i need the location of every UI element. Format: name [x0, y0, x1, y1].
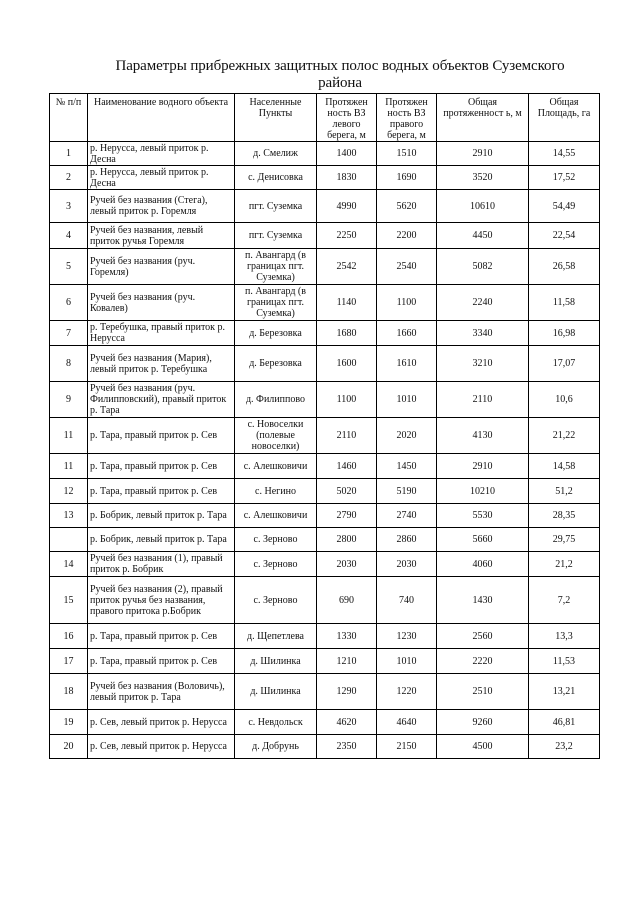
total-length: 10610	[437, 190, 529, 223]
water-object-name: Ручей без названия (Стега), левый приток р. Горемля	[88, 190, 235, 223]
settlement: с. Новоселки (полевые новоселки)	[235, 418, 317, 454]
right-bank-length: 2150	[377, 735, 437, 759]
total-area: 26,58	[529, 249, 600, 285]
settlement: д. Березовка	[235, 346, 317, 382]
table-row	[50, 504, 600, 528]
row-number: 15	[50, 577, 88, 624]
left-bank-length: 1330	[317, 624, 377, 649]
settlement: с. Невдольск	[235, 710, 317, 735]
header-total-length: Общая протяженност ь, м	[437, 94, 529, 142]
left-bank-length: 1140	[317, 285, 377, 321]
water-object-name: р. Теребушка, правый приток р. Нерусса	[88, 321, 235, 346]
settlement: с. Зерново	[235, 528, 317, 552]
header-water-object: Наименование водного объекта	[88, 94, 235, 142]
total-length: 9260	[437, 710, 529, 735]
row-number: 7	[50, 321, 88, 346]
total-length: 10210	[437, 479, 529, 504]
total-area: 13,3	[529, 624, 600, 649]
total-length: 5082	[437, 249, 529, 285]
table-row	[50, 382, 600, 418]
left-bank-length: 1100	[317, 382, 377, 418]
right-bank-length: 1220	[377, 674, 437, 710]
right-bank-length: 2860	[377, 528, 437, 552]
water-object-name: р. Сев, левый приток р. Нерусса	[88, 710, 235, 735]
left-bank-length: 4620	[317, 710, 377, 735]
total-length: 4500	[437, 735, 529, 759]
total-area: 7,2	[529, 577, 600, 624]
left-bank-length: 1400	[317, 142, 377, 166]
water-object-name: Ручей без названия (Воловичь), левый приток р. Тара	[88, 674, 235, 710]
settlement: д. Березовка	[235, 321, 317, 346]
total-length: 2510	[437, 674, 529, 710]
row-number: 18	[50, 674, 88, 710]
row-number: 4	[50, 223, 88, 249]
total-area: 11,53	[529, 649, 600, 674]
title-line-1: Параметры прибрежных защитных полос водных объектов Суземского	[115, 58, 565, 74]
total-area: 17,52	[529, 166, 600, 190]
right-bank-length: 1660	[377, 321, 437, 346]
total-length: 2110	[437, 382, 529, 418]
total-area: 51,2	[529, 479, 600, 504]
total-area: 22,54	[529, 223, 600, 249]
row-number: 11	[50, 454, 88, 479]
row-number: 8	[50, 346, 88, 382]
left-bank-length: 2250	[317, 223, 377, 249]
right-bank-length: 4640	[377, 710, 437, 735]
left-bank-length: 1290	[317, 674, 377, 710]
left-bank-length: 690	[317, 577, 377, 624]
header-left-bank: Протяжен ность ВЗ левого берега, м	[317, 94, 377, 142]
total-length: 1430	[437, 577, 529, 624]
water-object-name: р. Тара, правый приток р. Сев	[88, 454, 235, 479]
table-row	[50, 166, 600, 190]
table-row	[50, 649, 600, 674]
right-bank-length: 1010	[377, 382, 437, 418]
row-number: 9	[50, 382, 88, 418]
left-bank-length: 1830	[317, 166, 377, 190]
water-object-name: р. Бобрик, левый приток р. Тара	[88, 504, 235, 528]
right-bank-length: 740	[377, 577, 437, 624]
left-bank-length: 2350	[317, 735, 377, 759]
total-area: 14,58	[529, 454, 600, 479]
table-row	[50, 674, 600, 710]
row-number: 5	[50, 249, 88, 285]
settlement: пгт. Суземка	[235, 190, 317, 223]
table-row	[50, 710, 600, 735]
left-bank-length: 4990	[317, 190, 377, 223]
table-row	[50, 321, 600, 346]
total-length: 5530	[437, 504, 529, 528]
row-number: 3	[50, 190, 88, 223]
row-number: 11	[50, 418, 88, 454]
table-row	[50, 735, 600, 759]
right-bank-length: 5620	[377, 190, 437, 223]
right-bank-length: 1510	[377, 142, 437, 166]
left-bank-length: 1460	[317, 454, 377, 479]
row-number: 6	[50, 285, 88, 321]
row-number: 20	[50, 735, 88, 759]
water-protection-table	[49, 93, 600, 759]
water-object-name: Ручей без названия (руч. Ковалев)	[88, 285, 235, 321]
total-length: 3210	[437, 346, 529, 382]
total-length: 2560	[437, 624, 529, 649]
water-object-name: Ручей без названия (2), правый приток ручья без названия, правого притока р.Бобрик	[88, 577, 235, 624]
total-length: 2240	[437, 285, 529, 321]
left-bank-length: 1210	[317, 649, 377, 674]
row-number	[50, 528, 88, 552]
total-area: 54,49	[529, 190, 600, 223]
water-object-name: р. Нерусса, левый приток р. Десна	[88, 142, 235, 166]
settlement: с. Алешковичи	[235, 504, 317, 528]
left-bank-length: 2110	[317, 418, 377, 454]
left-bank-length: 1680	[317, 321, 377, 346]
total-area: 13,21	[529, 674, 600, 710]
right-bank-length: 2030	[377, 552, 437, 577]
total-length: 3340	[437, 321, 529, 346]
header-right-bank: Протяжен ность ВЗ правого берега, м	[377, 94, 437, 142]
water-object-name: р. Тара, правый приток р. Сев	[88, 624, 235, 649]
row-number: 19	[50, 710, 88, 735]
right-bank-length: 1100	[377, 285, 437, 321]
total-length: 4130	[437, 418, 529, 454]
total-length: 3520	[437, 166, 529, 190]
right-bank-length: 2020	[377, 418, 437, 454]
water-object-name: Ручей без названия (руч. Филипповский), правый приток р. Тара	[88, 382, 235, 418]
water-object-name: Ручей без названия, левый приток ручья Горемля	[88, 223, 235, 249]
header-number: № п/п	[50, 94, 88, 142]
settlement: п. Авангард (в границах пгт. Суземка)	[235, 285, 317, 321]
page-title	[60, 58, 620, 92]
settlement: д. Шилинка	[235, 649, 317, 674]
table-row	[50, 142, 600, 166]
total-area: 17,07	[529, 346, 600, 382]
header-total-area: Общая Площадь, га	[529, 94, 600, 142]
settlement: д. Смелиж	[235, 142, 317, 166]
total-area: 21,22	[529, 418, 600, 454]
water-object-name: р. Сев, левый приток р. Нерусса	[88, 735, 235, 759]
table-row	[50, 577, 600, 624]
settlement: с. Зерново	[235, 577, 317, 624]
total-area: 14,55	[529, 142, 600, 166]
table-row	[50, 528, 600, 552]
row-number: 17	[50, 649, 88, 674]
row-number: 16	[50, 624, 88, 649]
water-object-name: р. Тара, правый приток р. Сев	[88, 649, 235, 674]
table-row	[50, 552, 600, 577]
total-length: 2910	[437, 454, 529, 479]
left-bank-length: 2790	[317, 504, 377, 528]
right-bank-length: 1610	[377, 346, 437, 382]
right-bank-length: 2740	[377, 504, 437, 528]
left-bank-length: 2030	[317, 552, 377, 577]
total-area: 11,58	[529, 285, 600, 321]
settlement: п. Авангард (в границах пгт. Суземка)	[235, 249, 317, 285]
settlement: с. Зерново	[235, 552, 317, 577]
right-bank-length: 5190	[377, 479, 437, 504]
title-line-2: района	[318, 75, 362, 91]
settlement: с. Алешковичи	[235, 454, 317, 479]
header-settlement: Населенные Пункты	[235, 94, 317, 142]
total-length: 2220	[437, 649, 529, 674]
table-row	[50, 346, 600, 382]
water-object-name: Ручей без названия (руч. Горемля)	[88, 249, 235, 285]
water-object-name: Ручей без названия (1), правый приток р. Бобрик	[88, 552, 235, 577]
settlement: д. Шилинка	[235, 674, 317, 710]
left-bank-length: 1600	[317, 346, 377, 382]
row-number: 12	[50, 479, 88, 504]
table-row	[50, 418, 600, 454]
total-area: 28,35	[529, 504, 600, 528]
water-object-name: р. Бобрик, левый приток р. Тара	[88, 528, 235, 552]
settlement: д. Филиппово	[235, 382, 317, 418]
right-bank-length: 1450	[377, 454, 437, 479]
table-row	[50, 249, 600, 285]
table-header-row	[50, 94, 600, 142]
total-length: 4450	[437, 223, 529, 249]
total-area: 10,6	[529, 382, 600, 418]
water-object-name: р. Тара, правый приток р. Сев	[88, 418, 235, 454]
settlement: с. Негино	[235, 479, 317, 504]
right-bank-length: 1230	[377, 624, 437, 649]
table-row	[50, 479, 600, 504]
table-row	[50, 454, 600, 479]
total-area: 29,75	[529, 528, 600, 552]
total-area: 23,2	[529, 735, 600, 759]
settlement: с. Денисовка	[235, 166, 317, 190]
total-area: 21,2	[529, 552, 600, 577]
row-number: 13	[50, 504, 88, 528]
water-object-name: р. Нерусса, левый приток р. Десна	[88, 166, 235, 190]
row-number: 14	[50, 552, 88, 577]
table-row	[50, 223, 600, 249]
total-length: 4060	[437, 552, 529, 577]
total-length: 5660	[437, 528, 529, 552]
water-object-name: р. Тара, правый приток р. Сев	[88, 479, 235, 504]
total-area: 16,98	[529, 321, 600, 346]
left-bank-length: 2800	[317, 528, 377, 552]
right-bank-length: 2200	[377, 223, 437, 249]
settlement: д. Добрунь	[235, 735, 317, 759]
left-bank-length: 5020	[317, 479, 377, 504]
row-number: 1	[50, 142, 88, 166]
table-row	[50, 624, 600, 649]
right-bank-length: 1690	[377, 166, 437, 190]
left-bank-length: 2542	[317, 249, 377, 285]
right-bank-length: 2540	[377, 249, 437, 285]
table-row	[50, 285, 600, 321]
total-length: 2910	[437, 142, 529, 166]
water-object-name: Ручей без названия (Мария), левый приток р. Теребушка	[88, 346, 235, 382]
settlement: пгт. Суземка	[235, 223, 317, 249]
settlement: д. Щепетлева	[235, 624, 317, 649]
right-bank-length: 1010	[377, 649, 437, 674]
row-number: 2	[50, 166, 88, 190]
total-area: 46,81	[529, 710, 600, 735]
table-row	[50, 190, 600, 223]
